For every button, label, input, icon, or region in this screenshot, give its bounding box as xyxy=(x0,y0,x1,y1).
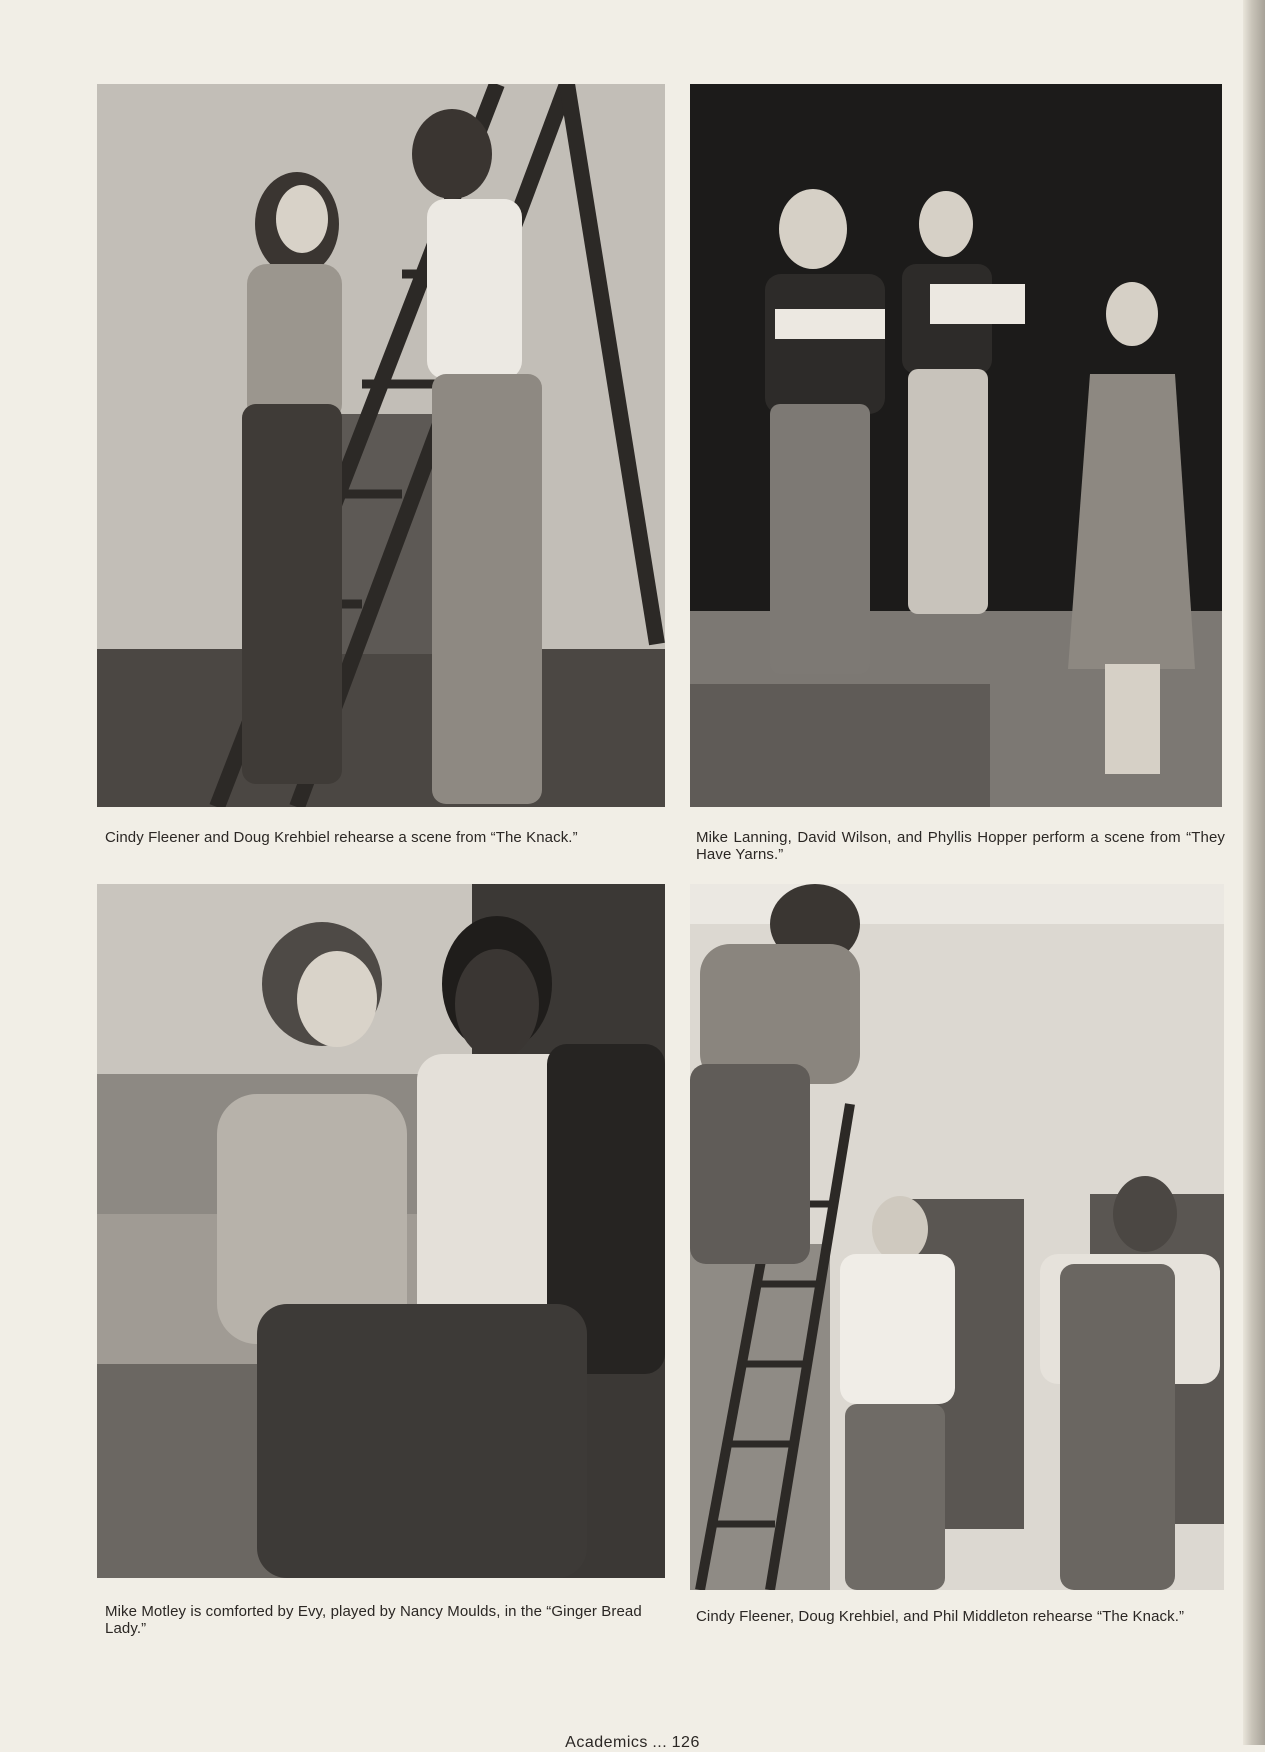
page-number: 126 xyxy=(671,1734,700,1751)
page-binding-edge xyxy=(1243,0,1265,1745)
photo-caption: Cindy Fleener and Doug Krehbiel rehearse a scene from “The Knack.” xyxy=(105,829,578,846)
photo-rehearsal-the-knack xyxy=(97,84,665,807)
photo-image-3 xyxy=(97,884,665,1578)
photo-image-1 xyxy=(97,84,665,807)
photo-image-4 xyxy=(690,884,1224,1590)
photo-caption: Mike Motley is comforted by Evy, played by Nancy Moulds, in the “Ginger Bread Lady.” xyxy=(105,1603,642,1637)
photo-image-2 xyxy=(690,84,1222,807)
photo-they-have-yarns-performance xyxy=(690,84,1222,807)
page-footer xyxy=(0,1734,1265,1752)
footer-separator: ... xyxy=(652,1734,668,1751)
photo-caption: Mike Lanning, David Wilson, and Phyllis Hopper perform a scene from “They Have Yarns.” xyxy=(696,829,1225,863)
photo-caption: Cindy Fleener, Doug Krehbiel, and Phil Middleton rehearse “The Knack.” xyxy=(696,1608,1185,1625)
photo-ginger-bread-lady xyxy=(97,884,665,1578)
photo-rehearsal-the-knack-ladder xyxy=(690,884,1224,1590)
section-label: Academics xyxy=(565,1734,648,1751)
